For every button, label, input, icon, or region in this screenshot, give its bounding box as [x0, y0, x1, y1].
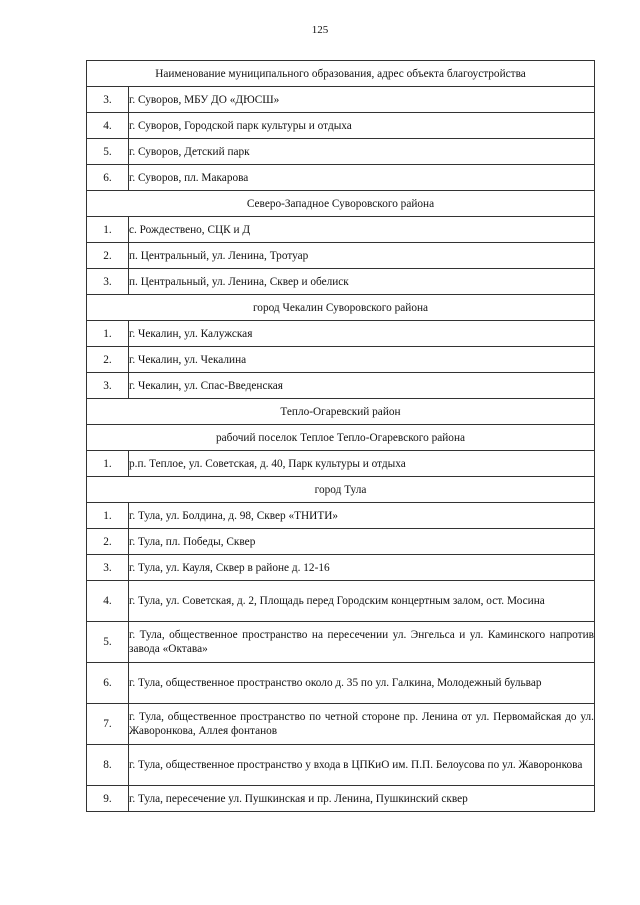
table-row	[87, 745, 595, 786]
row-address: г. Тула, пересечение ул. Пушкинская и пр. Ленина, Пушкинский сквер	[129, 786, 595, 812]
section-row	[87, 399, 595, 425]
table-row	[87, 786, 595, 812]
table-row	[87, 321, 595, 347]
section-heading: Тепло-Огаревский район	[87, 399, 595, 425]
row-address: г. Суворов, Детский парк	[129, 139, 595, 165]
section-heading: город Тула	[87, 477, 595, 503]
row-number: 4.	[87, 581, 129, 622]
row-number: 1.	[87, 451, 129, 477]
row-number: 3.	[87, 555, 129, 581]
row-number: 6.	[87, 663, 129, 704]
row-number: 4.	[87, 113, 129, 139]
row-address: г. Тула, общественное пространство у входа в ЦПКиО им. П.П. Белоусова по ул. Жаворонкова	[129, 745, 595, 786]
row-address: г. Суворов, Городской парк культуры и отдыха	[129, 113, 595, 139]
row-number: 6.	[87, 165, 129, 191]
row-address: г. Тула, общественное пространство по четной стороне пр. Ленина от ул. Первомайская до ул. Жаворонкова, Аллея фонтанов	[129, 704, 595, 745]
table-row	[87, 269, 595, 295]
table-row	[87, 87, 595, 113]
table-row	[87, 113, 595, 139]
row-address: г. Тула, ул. Болдина, д. 98, Сквер «ТНИТИ»	[129, 503, 595, 529]
row-address: р.п. Теплое, ул. Советская, д. 40, Парк культуры и отдыха	[129, 451, 595, 477]
section-row	[87, 191, 595, 217]
row-address: г. Тула, ул. Кауля, Сквер в районе д. 12-16	[129, 555, 595, 581]
row-address: г. Чекалин, ул. Спас-Введенская	[129, 373, 595, 399]
table-row	[87, 663, 595, 704]
section-heading: город Чекалин Суворовского района	[87, 295, 595, 321]
table-row	[87, 555, 595, 581]
objects-table	[86, 60, 595, 812]
row-number: 1.	[87, 217, 129, 243]
row-address: г. Тула, общественное пространство около д. 35 по ул. Галкина, Молодежный бульвар	[129, 663, 595, 704]
row-address: г. Тула, общественное пространство на пересечении ул. Энгельса и ул. Каминского напротив завода «Октава»	[129, 622, 595, 663]
table-row	[87, 165, 595, 191]
row-address: г. Чекалин, ул. Чекалина	[129, 347, 595, 373]
section-row	[87, 295, 595, 321]
row-address: п. Центральный, ул. Ленина, Тротуар	[129, 243, 595, 269]
table-row	[87, 503, 595, 529]
row-number: 2.	[87, 243, 129, 269]
row-number: 2.	[87, 347, 129, 373]
row-number: 1.	[87, 503, 129, 529]
table-row	[87, 243, 595, 269]
section-heading: рабочий поселок Теплое Тепло-Огаревского района	[87, 425, 595, 451]
row-number: 3.	[87, 373, 129, 399]
table-row	[87, 139, 595, 165]
table-row	[87, 217, 595, 243]
row-address: п. Центральный, ул. Ленина, Сквер и обелиск	[129, 269, 595, 295]
section-row	[87, 477, 595, 503]
section-row	[87, 425, 595, 451]
table-header: Наименование муниципального образования, адрес объекта благоустройства	[87, 61, 595, 87]
table-row	[87, 529, 595, 555]
table-row	[87, 347, 595, 373]
row-address: г. Суворов, пл. Макарова	[129, 165, 595, 191]
row-number: 1.	[87, 321, 129, 347]
table-row	[87, 451, 595, 477]
row-number: 3.	[87, 269, 129, 295]
row-number: 2.	[87, 529, 129, 555]
table-row	[87, 373, 595, 399]
table-header-row	[87, 61, 595, 87]
row-number: 9.	[87, 786, 129, 812]
table-row	[87, 704, 595, 745]
row-address: с. Рождествено, СЦК и Д	[129, 217, 595, 243]
table-row	[87, 581, 595, 622]
row-number: 5.	[87, 622, 129, 663]
row-number: 5.	[87, 139, 129, 165]
row-number: 7.	[87, 704, 129, 745]
row-address: г. Тула, пл. Победы, Сквер	[129, 529, 595, 555]
row-number: 8.	[87, 745, 129, 786]
section-heading: Северо-Западное Суворовского района	[87, 191, 595, 217]
row-address: г. Чекалин, ул. Калужская	[129, 321, 595, 347]
row-address: г. Суворов, МБУ ДО «ДЮСШ»	[129, 87, 595, 113]
row-address: г. Тула, ул. Советская, д. 2, Площадь перед Городским концертным залом, ост. Мосина	[129, 581, 595, 622]
page-number: 125	[311, 24, 329, 36]
row-number: 3.	[87, 87, 129, 113]
table-row	[87, 622, 595, 663]
